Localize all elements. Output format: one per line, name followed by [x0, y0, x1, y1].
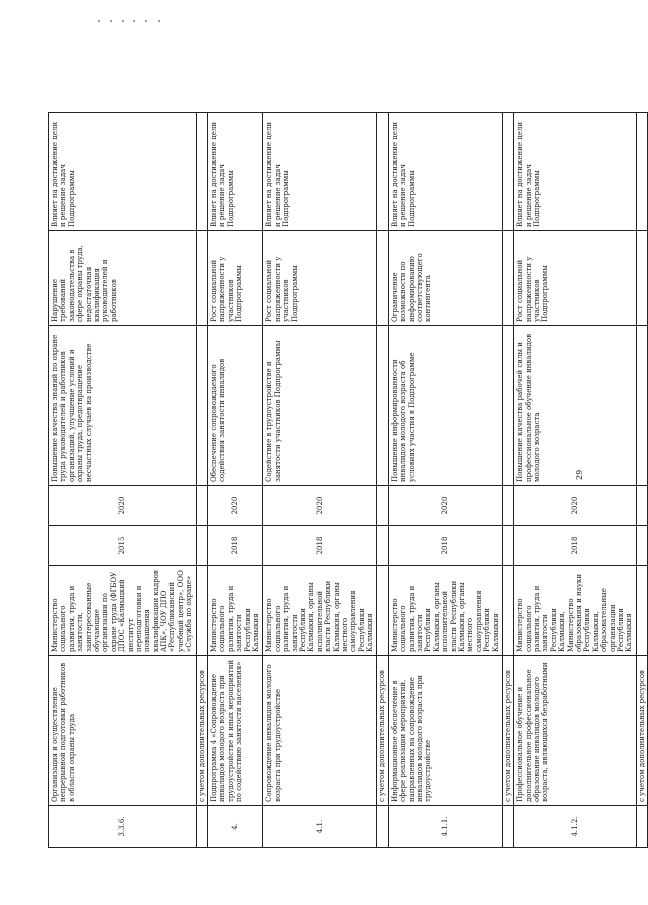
scan-speck [98, 20, 100, 22]
empty-cell [502, 326, 513, 486]
empty-cell [502, 486, 513, 526]
row-number: 4.1.2. [514, 806, 636, 848]
subtotal-label: с учетом дополнительных ресурсов [377, 656, 388, 806]
non-implementation-consequence: Рост социальной напряженности у участников Подпрограммы [514, 231, 636, 326]
measure-name: Организация и осуществление непрерывной подготовки работников в области охраны труда [49, 656, 197, 806]
subtotal-label: с учетом дополнительных ресурсов [636, 656, 647, 806]
non-implementation-consequence: Ограничение возможности по информированию соответствующего контингента [388, 231, 502, 326]
empty-cell [636, 526, 647, 566]
executor: Министерство социального развития, труда и занятости Республики Калмыкия, органы исполнительной власти Республики Калмыкия, органы местного самоуправления Республики Калмыкия [388, 566, 502, 656]
indicator-link: Влияет на достижение цели и решение задач Подпрограммы [514, 113, 636, 231]
subtotal-label: с учетом дополнительных ресурсов [196, 656, 207, 806]
empty-cell [377, 486, 388, 526]
row-number [196, 806, 207, 848]
empty-cell [502, 231, 513, 326]
empty-cell [196, 566, 207, 656]
scan-speck [110, 20, 112, 22]
row-number [502, 806, 513, 848]
scan-speck [158, 20, 160, 22]
expected-result: Обеспечение сопровождаемого содействия занятости инвалидов [208, 326, 263, 486]
empty-cell [636, 566, 647, 656]
non-implementation-consequence: Рост социальной напряженности у участников Подпрограммы [208, 231, 263, 326]
measure-name: Подпрограмма 4 «Сопровождение инвалидов молодого возраста при трудоустройстве и иных мероприятий по содействию занятости населения» [208, 656, 263, 806]
indicator-link: Влияет на достижение цели и решение задач Подпрограммы [208, 113, 263, 231]
empty-cell [636, 113, 647, 231]
expected-result: Повышение качества знаний по охране труда руководителей и работников организаций, улучшение условий и охраны труда, предотвращение несчастных случаев на производстве [49, 326, 197, 486]
empty-cell [502, 566, 513, 656]
empty-cell [196, 113, 207, 231]
scan-speck [133, 20, 135, 22]
table-row [208, 113, 263, 848]
empty-cell [196, 486, 207, 526]
executor: Министерство социального развития, труда и занятости Республики Калмыкия [208, 566, 263, 656]
indicator-link: Влияет на достижение цели и решение задач Подпрограммы [49, 113, 197, 231]
executor: Министерство социального развития, труда и занятости, заинтересованные обучающие организации по охране труда (ФГБОУ ДПОС «Калмыцкий институт переподготовки и повышения квалификации кадров АПК», ЧОУ ДПО «Республиканский учебный центр», ООО «Служба по охране» [49, 566, 197, 656]
page-number: 29 [575, 469, 584, 480]
scan-speck [145, 20, 147, 22]
table-body [49, 113, 648, 848]
start-year: 2015 [49, 526, 197, 566]
executor: Министерство социального развития, труда и занятости Республики Калмыкия, органы исполнительной власти Республики Калмыкия, органы местного самоуправления Республики Калмыкия [263, 566, 377, 656]
empty-cell [502, 526, 513, 566]
start-year: 2018 [263, 526, 377, 566]
row-number [377, 806, 388, 848]
empty-cell [502, 113, 513, 231]
non-implementation-consequence: Рост социальной напряженности у участников Подпрограммы [263, 231, 377, 326]
row-number: 4. [208, 806, 263, 848]
row-number: 4.1. [263, 806, 377, 848]
empty-cell [636, 486, 647, 526]
empty-cell [377, 326, 388, 486]
indicator-link: Влияет на достижение цели и решение задач Подпрограммы [263, 113, 377, 231]
subtotal-label: с учетом дополнительных ресурсов [502, 656, 513, 806]
empty-cell [196, 326, 207, 486]
expected-result: Содействие в трудоустройстве и занятости участников Подпрограммы [263, 326, 377, 486]
subtotal-row [196, 113, 207, 848]
scan-speck [122, 20, 124, 22]
table-row [263, 113, 377, 848]
expected-result: Повышение качества рабочей силы и профессиональное обучение инвалидов молодого возраста [514, 326, 636, 486]
start-year: 2018 [388, 526, 502, 566]
start-year: 2018 [208, 526, 263, 566]
table-row [49, 113, 197, 848]
end-year: 2020 [208, 486, 263, 526]
executor: Министерство социального развития, труда и занятости Республики Калмыкия, Министерство образования и науки Республики Калмыкия, образовательные организации Республики Калмыкия [514, 566, 636, 656]
table-row [514, 113, 636, 848]
measure-name: Информационное обеспечение в сфере реализации мероприятий, направленных на сопровождение инвалидов молодого возраста при трудоустройстве [388, 656, 502, 806]
end-year: 2020 [388, 486, 502, 526]
start-year: 2018 [514, 526, 636, 566]
empty-cell [377, 231, 388, 326]
row-number: 4.1.1. [388, 806, 502, 848]
indicator-link: Влияет на достижение цели и решение задач Подпрограммы [388, 113, 502, 231]
empty-cell [377, 113, 388, 231]
row-number [636, 806, 647, 848]
table-row [388, 113, 502, 848]
end-year: 2020 [49, 486, 197, 526]
measure-name: Профессиональное обучение и дополнительное профессиональное образование инвалидов молодого возраста, являющихся безработными [514, 656, 636, 806]
end-year: 2020 [514, 486, 636, 526]
non-implementation-consequence: Нарушение требований законодательства в сфере охраны труда, недостаточная квалификация руководителей и работников [49, 231, 197, 326]
empty-cell [196, 526, 207, 566]
program-measures-table [48, 112, 648, 848]
subtotal-row [502, 113, 513, 848]
empty-cell [377, 566, 388, 656]
expected-result: Повышение информированности инвалидов молодого возраста об условиях участия в Подпрограмме [388, 326, 502, 486]
subtotal-row [636, 113, 647, 848]
empty-cell [196, 231, 207, 326]
row-number: 3.3.6. [49, 806, 197, 848]
subtotal-row [377, 113, 388, 848]
measure-name: Сопровождение инвалидов молодого возраста при трудоустройстве [263, 656, 377, 806]
empty-cell [636, 326, 647, 486]
empty-cell [636, 231, 647, 326]
empty-cell [377, 526, 388, 566]
end-year: 2020 [263, 486, 377, 526]
